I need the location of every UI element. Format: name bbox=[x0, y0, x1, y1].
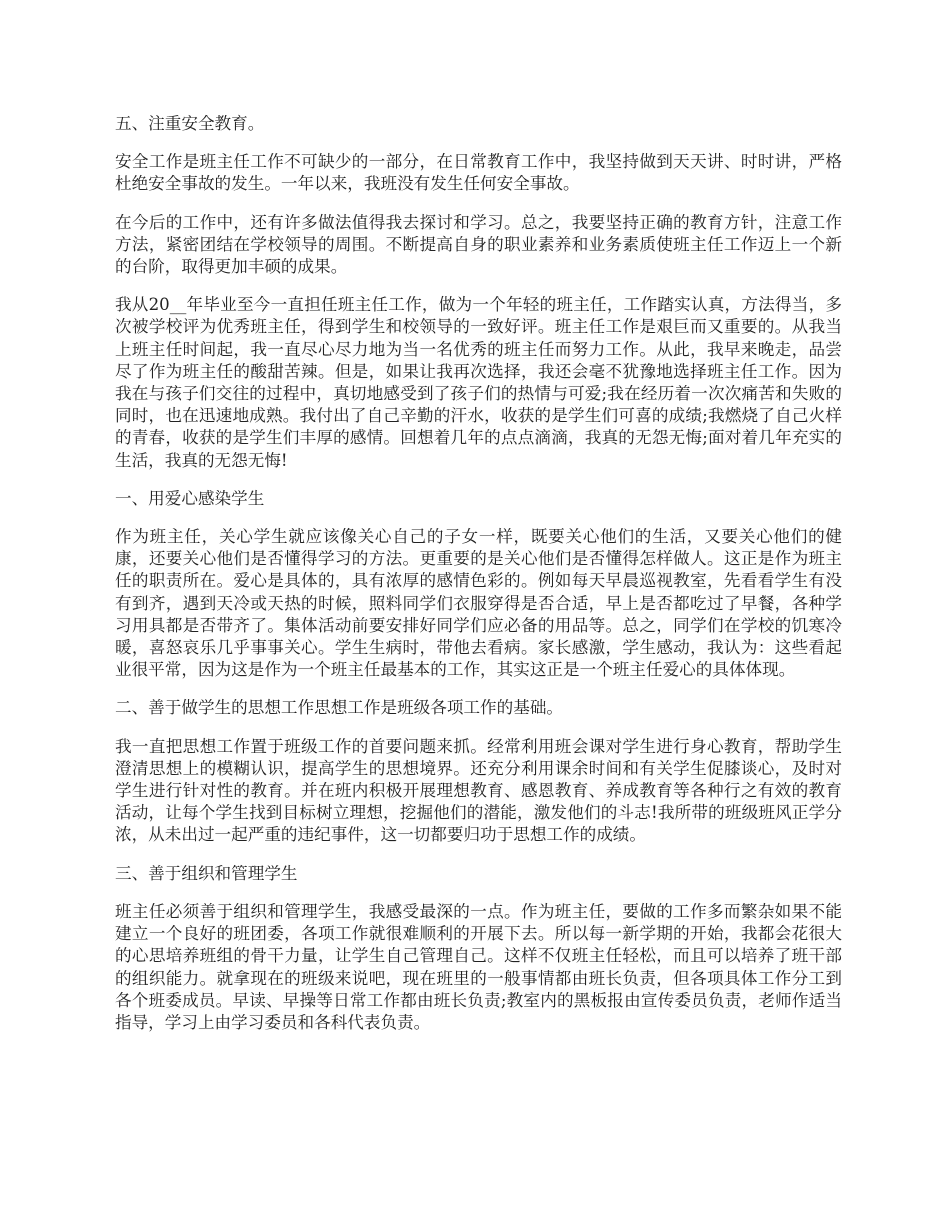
section-heading-organize: 三、善于组织和管理学生 bbox=[115, 863, 298, 883]
paragraph-safety: 安全工作是班主任工作不可缺少的一部分，在日常教育工作中，我坚持做到天天讲、时时讲，严格杜绝安全事故的发生。一年以来，我班没有发生任何安全事故。 bbox=[115, 152, 842, 194]
paragraph-future-work: 在今后的工作中，还有许多做法值得我去探讨和学习。总之，我要坚持正确的教育方针，注意工作方法，紧密团结在学校领导的周围。不断提高自身的职业素养和业务素质使班主任工作迈上一个新的台阶，取得更加丰硕的成果。 bbox=[115, 212, 842, 277]
paragraph-love: 作为班主任，关心学生就应该像关心自己的子女一样，既要关心他们的生活，又要关心他们的健康，还要关心他们是否懂得学习的方法。更重要的是关心他们是否懂得怎样做人。这正是作为班主任的职责所在。爱心是具体的，具有浓厚的感情色彩的。例如每天早晨巡视教室，先看看学生有没有到齐，遇到天冷或天热的时候，照料同学们衣服穿得是否合适，早上是否都吃过了早餐，各种学习用具都是否带齐了。集体活动前要安排好同学们应必备的用品等。总之，同学们在学校的饥寒冷暖，喜怒哀乐几乎事事关心。学生生病时，带他去看病。家长感激，学生感动，我认为：这些看起业很平常，因为这是作为一个班主任最基本的工作，其实这正是一个班主任爱心的具体体现。 bbox=[115, 527, 842, 680]
paragraph-experience: 我从20__年毕业至今一直担任班主任工作，做为一个年轻的班主任，工作踏实认真，方法得当，多次被学校评为优秀班主任，得到学生和校领导的一致好评。班主任工作是艰巨而又重要的。从我当上班主任时间起，我一直尽心尽力地为当一名优秀的班主任而努力工作。从此，我早来晚走，品尝尽了作为班主任的酸甜苦辣。但是，如果让我再次选择，我还会毫不犹豫地选择班主任工作。因为我在与孩子们交往的过程中，真切地感受到了孩子们的热情与可爱;我在经历着一次次痛苦和失败的同时，也在迅速地成熟。我付出了自己辛勤的汗水，收获的是学生们可喜的成绩;我燃烧了自己火样的青春，收获的是学生们丰厚的感情。回想着几年的点点滴滴，我真的无怨无悔;面对着几年充实的生活，我真的无怨无悔! bbox=[115, 295, 842, 470]
paragraph-organize: 班主任必须善于组织和管理学生，我感受最深的一点。作为班主任，要做的工作多而繁杂如果不能建立一个良好的班团委，各项工作就很难顺利的开展下去。所以每一新学期的开始，我都会花很大的心思培养班组的骨干力量，让学生自己管理自己。这样不仅班主任轻松，而且可以培养了班干部的组织能力。就拿现在的班级来说吧，现在班里的一般事情都由班长负责，但各项具体工作分工到各个班委成员。早读、早操等日常工作都由班长负责;教室内的黑板报由宣传委员负责，老师作适当指导，学习上由学习委员和各科代表负责。 bbox=[115, 901, 842, 1032]
section-heading-thought-work: 二、善于做学生的思想工作思想工作是班级各项工作的基础。 bbox=[115, 698, 564, 718]
paragraph-thought-work: 我一直把思想工作置于班级工作的首要问题来抓。经常利用班会课对学生进行身心教育，帮助学生澄清思想上的模糊认识，提高学生的思想境界。还充分利用课余时间和有关学生促膝谈心，及时对学生进行针对性的教育。并在班内积极开展理想教育、感恩教育、养成教育等各种行之有效的教育活动，让每个学生找到目标树立理想，挖掘他们的潜能，激发他们的斗志!我所带的班级班风正学分浓，从未出过一起严重的违纪事件，这一切都要归功于思想工作的成绩。 bbox=[115, 736, 842, 845]
section-heading-love: 一、用爱心感染学生 bbox=[115, 488, 265, 508]
section-heading-safety: 五、注重安全教育。 bbox=[115, 114, 265, 133]
